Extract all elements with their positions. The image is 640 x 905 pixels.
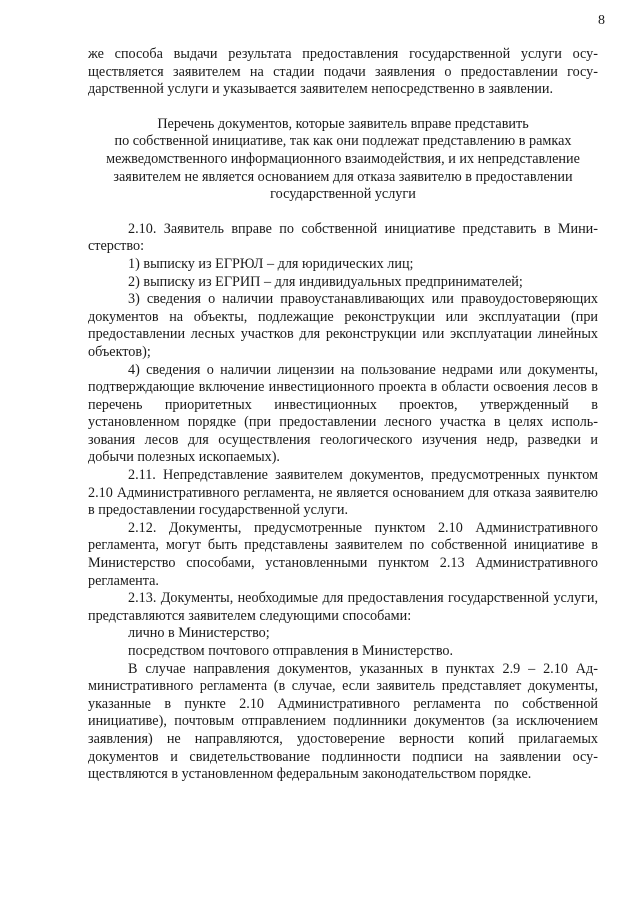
clause-2-13: 2.13. Документы, необходимые для предоставления государственной услуги, представляются заявителем следующими способами:	[88, 590, 598, 624]
clause-2-11: 2.11. Непредставление заявителем документов, предусмотренных пунктом 2.10 Административного регламента, не является основанием для отказа заявителю в предоставлении государственной услуги.	[88, 467, 598, 519]
intro-paragraph: же способа выдачи результата предоставления государственной услуги осуществляется заявителем на стадии подачи заявления о предоставлении государственной услуги и указывается заявителем непосредственно в заявлении.	[88, 46, 598, 98]
body-paragraph: В случае направления документов, указанных в пунктах 2.9 – 2.10 Административного регламента (в случае, если заявитель представляет документы, указанные в пункте 2.10 Административного регламента по собственной инициативе), почтовым отправлением подлинники документов (за исключением заявления) не направляются, удостоверение верности копий прилагаемых документов и свидетельствование подлинности подписи на заявлении осуществляются в установленном федеральным законодательством порядке.	[88, 660, 598, 783]
section-heading	[88, 116, 598, 204]
heading-line: межведомственного информационного взаимодействия, и их непредставление	[106, 150, 580, 167]
list-item: 1) выписку из ЕГРЮЛ – для юридических лиц;	[128, 255, 414, 272]
list-item: посредством почтового отправления в Министерство.	[128, 643, 454, 659]
heading-line: государственной услуги	[270, 186, 416, 203]
list-item: 2) выписку из ЕГРИП – для индивидуальных предпринимателей;	[128, 273, 523, 290]
list-item: 4) сведения о наличии лицензии на пользование недрами или документы, подтверждающие включение инвестиционного проекта в области освоения лесов в перечень приоритетных инвестиционных проектов, утвержденный в установленном порядке (при предоставлении лесного участка в целях использования лесов для осуществления геологического изучения недр, разведки и добычи полезных ископаемых).	[88, 361, 598, 466]
clause-2-10: 2.10. Заявитель вправе по собственной инициативе представить в Министерство:	[88, 220, 598, 255]
heading-line: по собственной инициативе, так как они подлежат представлению в рамках	[114, 133, 572, 150]
page-number: 8	[598, 13, 605, 28]
clause-2-12: 2.12. Документы, предусмотренные пунктом 2.10 Административного регламента, могут быть представлены заявителем по собственной инициативе в Министерство способами, установленными пунктом 2.13 Административного регламента.	[88, 519, 598, 589]
heading-line: Перечень документов, которые заявитель вправе представить	[157, 115, 529, 132]
list-item: лично в Министерство;	[128, 625, 270, 642]
document-body	[88, 46, 598, 784]
list-item: 3) сведения о наличии правоустанавливающих или правоудостоверяющих документов на объекты, подлежащие реконструкции или эксплуатации (при предоставлении лесных участков для реконструкции или эксплуатации линейных объектов);	[88, 291, 598, 360]
heading-line: заявителем не является основанием для отказа заявителю в предоставлении	[113, 168, 573, 185]
